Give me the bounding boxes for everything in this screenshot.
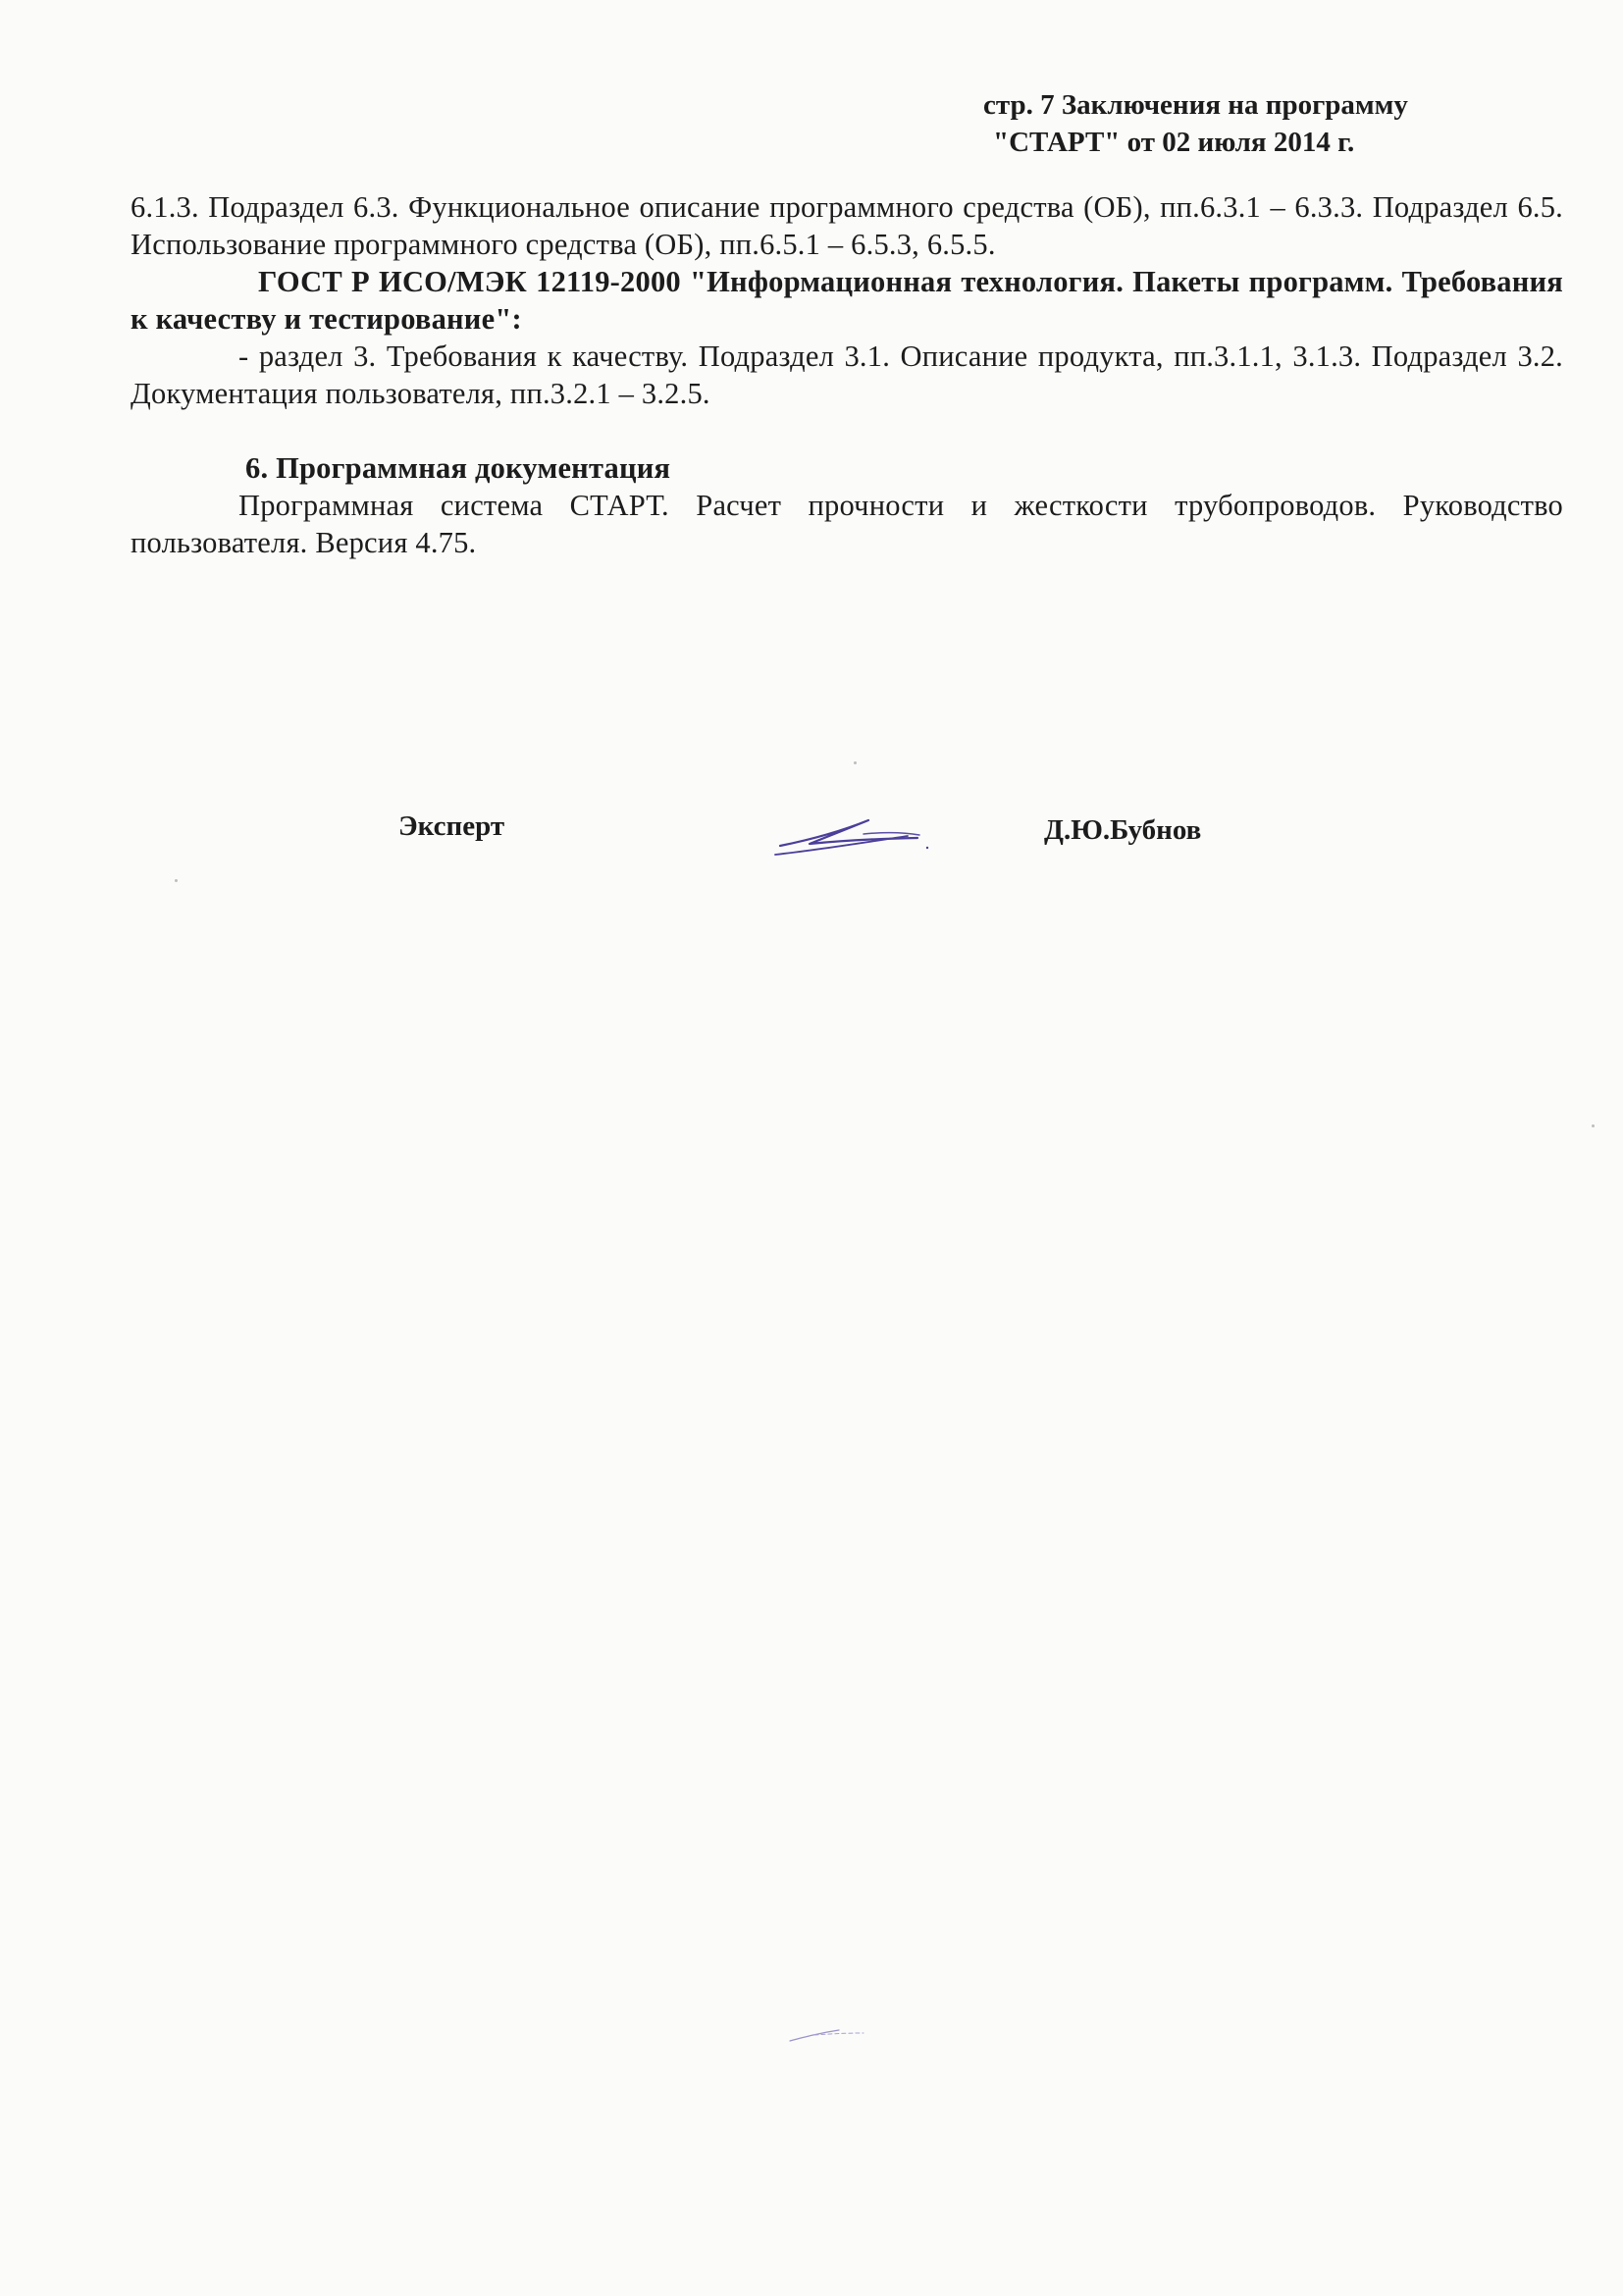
signature-block — [0, 807, 1623, 865]
handwritten-signature-icon — [770, 807, 937, 865]
paragraph-subsections-6: 6.1.3. Подраздел 6.3. Функциональное описание программного средства (ОБ), пп.6.3.1 – 6.3.3. Подраздел 6.5. Использование программного средства (ОБ), пп.6.5.1 – 6.5.3, 6.5.5. — [131, 190, 1563, 261]
paragraph-section-3: - раздел 3. Требования к качеству. Подраздел 3.1. Описание продукта, пп.3.1.1, 3.1.3. Подраздел 3.2. Документация пользователя, пп.3.2.1 – 3.2.5. — [131, 339, 1563, 410]
faint-ink-mark-icon — [785, 2021, 873, 2051]
scan-speck — [1592, 1124, 1595, 1127]
page-header — [981, 86, 1531, 161]
spacer — [131, 412, 1563, 449]
signer-role: Эксперт — [398, 810, 505, 842]
document-body — [131, 188, 1563, 561]
paragraph-gost-title: ГОСТ Р ИСО/МЭК 12119-2000 "Информационная технология. Пакеты программ. Требования к качеству и тестирование": — [131, 265, 1563, 336]
scan-speck — [854, 761, 857, 764]
header-line-2: "СТАРТ" от 02 июля 2014 г. — [993, 127, 1355, 158]
scan-speck — [175, 879, 178, 882]
section-title-documentation: 6. Программная документация — [245, 451, 671, 485]
signer-name: Д.Ю.Бубнов — [1044, 814, 1202, 846]
paragraph-program-docs: Программная система СТАРТ. Расчет прочности и жесткости трубопроводов. Руководство пользователя. Версия 4.75. — [131, 489, 1563, 559]
header-line-1: стр. 7 Заключения на программу — [983, 89, 1408, 121]
